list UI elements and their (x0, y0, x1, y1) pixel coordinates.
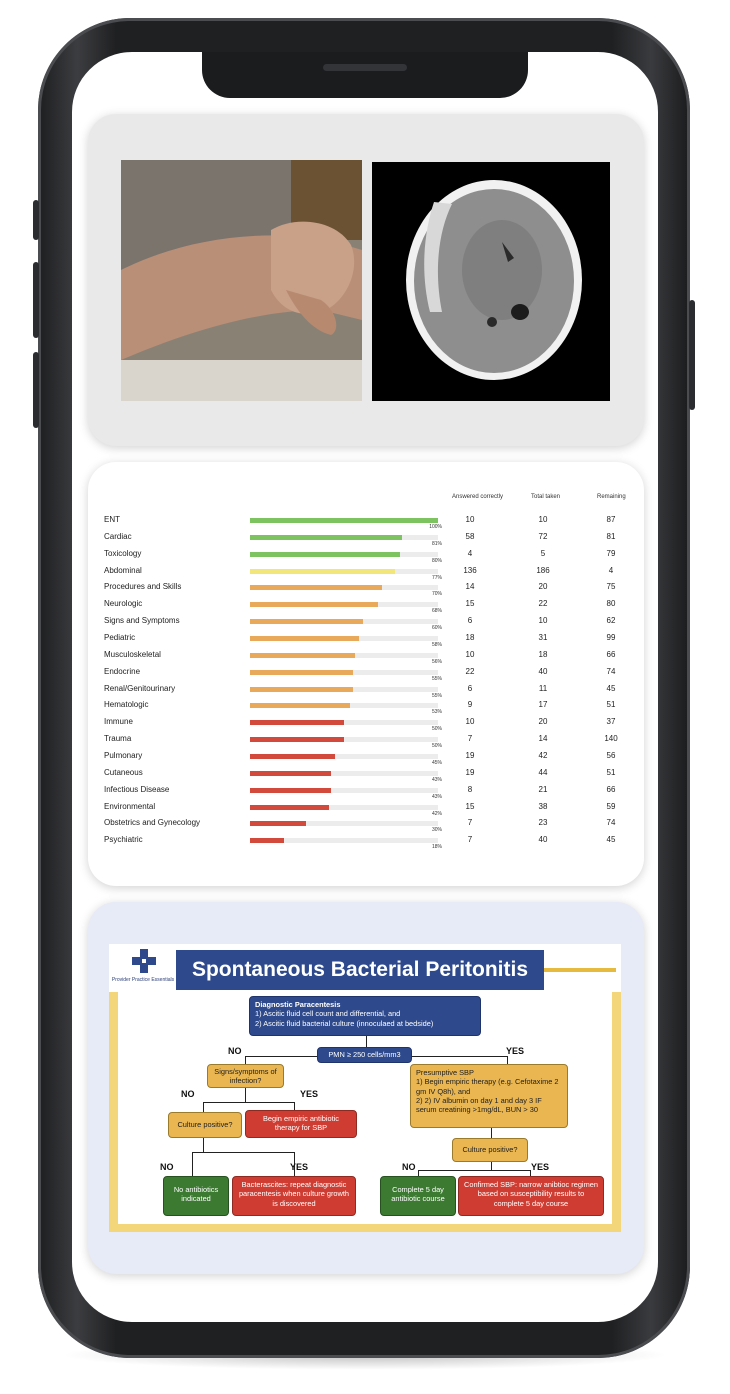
total-taken-value: 186 (536, 565, 550, 575)
connector (203, 1138, 204, 1152)
total-taken-value: 14 (538, 734, 548, 743)
remaining-value: 87 (606, 515, 616, 524)
percent-label: 56% (431, 658, 442, 665)
percent-label: 18% (431, 844, 442, 851)
medical-cross-icon (132, 949, 156, 973)
progress-track (250, 737, 438, 742)
percent-label: 43% (431, 793, 442, 800)
category-name: Hematologic (104, 700, 149, 710)
percent-label: 30% (431, 827, 442, 834)
remaining-value: 56 (606, 750, 616, 760)
progress-track (250, 670, 438, 675)
remaining-value: 45 (606, 683, 616, 693)
connector (203, 1102, 295, 1103)
answered-correctly-value: 7 (467, 734, 473, 743)
begin-empiric-box[interactable]: Begin empiric antibiotic therapy for SBP (245, 1110, 357, 1138)
stats-row[interactable] (104, 717, 624, 734)
stats-row[interactable] (104, 515, 624, 532)
complete-5day-box[interactable]: Complete 5 day antibiotic course (380, 1176, 456, 1216)
culture-right-yes-label: YES (531, 1162, 550, 1172)
answered-correctly-value: 10 (465, 515, 475, 524)
answered-correctly-value: 7 (467, 818, 473, 828)
answered-correctly-value: 58 (465, 531, 475, 541)
answered-correctly-value: 22 (465, 666, 475, 676)
header-answered-correctly: Answered correctly (452, 494, 504, 500)
progress-fill (250, 518, 438, 523)
percent-label: 68% (431, 608, 442, 615)
progress-fill (250, 670, 353, 675)
sbp-title: Spontaneous Bacterial Peritonitis (176, 950, 544, 990)
progress-track (250, 754, 438, 759)
total-taken-value: 18 (538, 649, 548, 659)
answered-correctly-value: 18 (465, 633, 475, 642)
percent-label: 50% (431, 743, 442, 749)
remaining-value: 37 (606, 717, 616, 727)
culture-right-no-label: NO (402, 1162, 416, 1172)
progress-track (250, 703, 438, 708)
no-antibiotics-box[interactable]: No antibiotics indicated (163, 1176, 229, 1216)
stats-row[interactable] (104, 532, 624, 549)
progress-track (250, 653, 438, 658)
power-button (689, 300, 695, 410)
culture-left-no-label: NO (160, 1162, 174, 1172)
pmn-no-label: NO (228, 1046, 242, 1056)
answered-correctly-value: 19 (465, 767, 475, 777)
answered-correctly-value: 4 (467, 548, 473, 558)
percent-label: 77% (431, 574, 442, 581)
progress-fill (250, 838, 284, 843)
culture-positive-right-box[interactable]: Culture positive? (452, 1138, 528, 1162)
progress-fill (250, 636, 359, 641)
remaining-value: 74 (606, 818, 616, 828)
answered-correctly-value: 6 (467, 616, 473, 626)
mute-switch (33, 200, 39, 240)
stats-row[interactable] (104, 835, 624, 852)
total-taken-value: 22 (538, 599, 548, 609)
total-taken-value: 20 (538, 582, 548, 592)
header-remaining: Remaining (597, 494, 626, 500)
category-name: Cutaneous (104, 767, 143, 777)
volume-up-button (33, 262, 39, 338)
total-taken-value: 38 (538, 801, 548, 811)
stats-row[interactable] (104, 802, 624, 819)
stats-row[interactable] (104, 566, 624, 583)
connector (192, 1152, 294, 1153)
connector (245, 1056, 317, 1057)
remaining-value: 45 (606, 835, 616, 845)
stats-row[interactable] (104, 650, 624, 667)
volume-down-button (33, 352, 39, 428)
category-name: Musculoskeletal (104, 649, 161, 659)
remaining-value: 62 (606, 616, 616, 626)
percent-label: 81% (431, 540, 442, 547)
answered-correctly-value: 15 (465, 801, 475, 811)
answered-correctly-value: 9 (467, 700, 473, 710)
pmn-box[interactable]: PMN ≥ 250 cells/mm3 (317, 1047, 412, 1063)
category-name: Immune (104, 717, 133, 727)
connector (245, 1088, 246, 1102)
category-name: Pulmonary (104, 750, 143, 760)
category-name: Environmental (104, 801, 156, 811)
remaining-value: 80 (606, 599, 616, 609)
total-taken-value: 5 (540, 548, 546, 558)
category-name: Trauma (104, 734, 132, 743)
percent-label: 50% (431, 726, 442, 733)
percent-label: 55% (431, 692, 442, 699)
percent-label: 42% (431, 810, 442, 817)
answered-correctly-value: 14 (465, 582, 475, 592)
connector (192, 1152, 193, 1176)
category-name: Endocrine (104, 666, 141, 676)
progress-fill (250, 585, 382, 590)
stats-row[interactable] (104, 582, 624, 599)
diag-title: Diagnostic Paracentesis (255, 1000, 341, 1009)
total-taken-value: 17 (538, 700, 548, 710)
presumptive-step-2: 2) 2) IV albumin on day 1 and day 3 IF serum creatining >1mg/dL, BUN > 30 (416, 1095, 542, 1114)
connector (491, 1128, 492, 1138)
remaining-value: 140 (604, 734, 618, 743)
category-name: Psychiatric (104, 835, 143, 845)
total-taken-value: 21 (538, 784, 548, 794)
progress-fill (250, 821, 306, 826)
ct-illustration (372, 162, 610, 401)
progress-fill (250, 687, 353, 692)
answered-correctly-value: 136 (463, 565, 477, 575)
percent-label: 70% (431, 591, 442, 598)
progress-track (250, 805, 438, 810)
percent-label: 45% (431, 759, 442, 766)
category-name: Abdominal (104, 565, 142, 575)
progress-fill (250, 771, 331, 776)
stats-row[interactable] (104, 734, 624, 751)
progress-track (250, 602, 438, 607)
answered-correctly-value: 19 (465, 750, 475, 760)
category-name: Cardiac (104, 531, 132, 541)
stats-row[interactable] (104, 599, 624, 616)
category-name: Infectious Disease (104, 784, 170, 794)
progress-fill (250, 737, 344, 742)
total-taken-value: 40 (538, 666, 548, 676)
signs-yes-label: YES (300, 1089, 319, 1099)
progress-fill (250, 703, 350, 708)
answered-correctly-value: 10 (465, 717, 475, 727)
diagnostic-paracentesis-box[interactable] (249, 996, 481, 1036)
percent-label: 55% (431, 675, 442, 682)
category-name: Obstetrics and Gynecology (104, 818, 201, 828)
remaining-value: 99 (606, 633, 616, 642)
stats-row[interactable] (104, 700, 624, 717)
signs-symptoms-box[interactable]: Signs/symptoms of infection? (207, 1064, 284, 1088)
answered-correctly-value: 6 (467, 683, 473, 693)
connector (245, 1056, 246, 1064)
presumptive-sbp-box[interactable] (410, 1064, 568, 1128)
total-taken-value: 31 (538, 633, 548, 642)
total-taken-value: 40 (538, 835, 548, 845)
total-taken-value: 20 (538, 717, 548, 727)
progress-track (250, 720, 438, 725)
progress-track (250, 585, 438, 590)
culture-left-yes-label: YES (290, 1162, 309, 1172)
progress-track (250, 838, 438, 843)
category-name: Procedures and Skills (104, 582, 182, 592)
total-taken-value: 11 (538, 683, 548, 693)
stats-row[interactable] (104, 684, 624, 701)
progress-fill (250, 720, 344, 725)
stats-row[interactable] (104, 768, 624, 785)
presumptive-title: Presumptive SBP (416, 1068, 474, 1077)
signs-no-label: NO (181, 1089, 195, 1099)
answered-correctly-value: 8 (467, 784, 473, 794)
total-taken-value: 42 (538, 750, 548, 760)
connector (507, 1056, 508, 1064)
arm-exam-photo[interactable] (121, 160, 362, 401)
progress-fill (250, 619, 363, 624)
remaining-value: 75 (606, 582, 616, 592)
remaining-value: 51 (606, 767, 616, 777)
remaining-value: 74 (606, 666, 616, 676)
progress-track (250, 552, 438, 557)
connector (418, 1170, 530, 1171)
progress-fill (250, 602, 378, 607)
answered-correctly-value: 10 (465, 649, 475, 659)
progress-fill (250, 754, 335, 759)
speaker-grille (323, 64, 407, 71)
remaining-value: 79 (606, 548, 616, 558)
logo-text: Provider Practice Essentials (111, 977, 175, 983)
remaining-value: 59 (606, 801, 616, 811)
pmn-yes-label: YES (506, 1046, 525, 1056)
progress-track (250, 569, 438, 574)
percent-label: 58% (431, 642, 442, 648)
total-taken-value: 72 (538, 531, 548, 541)
stats-row[interactable] (104, 751, 624, 768)
diag-step-1: 1) Ascitic fluid cell count and differential, and (255, 1009, 401, 1019)
bacterascites-box[interactable]: Bacterascites: repeat diagnostic paracentesis when culture growth is discovered (232, 1176, 356, 1216)
progress-track (250, 535, 438, 540)
percent-label: 53% (431, 709, 442, 716)
total-taken-value: 10 (538, 616, 548, 626)
answered-correctly-value: 7 (467, 835, 473, 845)
culture-positive-left-box[interactable]: Culture positive? (168, 1112, 242, 1138)
remaining-value: 66 (606, 649, 616, 659)
progress-fill (250, 805, 329, 810)
remaining-value: 4 (608, 565, 614, 575)
stats-row[interactable] (104, 616, 624, 633)
progress-track (250, 636, 438, 641)
category-name: Pediatric (104, 633, 136, 642)
category-name: Signs and Symptoms (104, 616, 180, 626)
category-name: Renal/Genitourinary (104, 683, 176, 693)
progress-track (250, 771, 438, 776)
arm-illustration (121, 160, 362, 401)
progress-track (250, 518, 438, 523)
remaining-value: 51 (606, 700, 616, 710)
progress-track (250, 619, 438, 624)
diag-step-2: 2) Ascitic fluid bacterial culture (innoculaed at bedside) (255, 1018, 434, 1028)
total-taken-value: 23 (538, 818, 548, 828)
connector (491, 1162, 492, 1170)
phone-notch (202, 52, 528, 98)
stats-row[interactable] (104, 633, 624, 650)
category-name: Toxicology (104, 548, 142, 558)
category-name: ENT (104, 515, 120, 524)
presumptive-step-1: 1) Begin empiric therapy (e.g. Cefotaxime 2 gm IV Q8h), and (416, 1077, 559, 1096)
category-name: Neurologic (104, 599, 143, 609)
connector (203, 1102, 204, 1112)
header-total-taken: Total taken (531, 494, 561, 500)
remaining-value: 66 (606, 784, 616, 794)
total-taken-value: 10 (538, 515, 548, 524)
progress-track (250, 687, 438, 692)
progress-fill (250, 569, 395, 574)
ct-head-scan[interactable] (372, 162, 610, 401)
percent-label: 60% (431, 625, 442, 632)
confirmed-sbp-box[interactable]: Confirmed SBP: narrow anibtioc regimen based on susceptibility results to complete 5 day course (458, 1176, 604, 1216)
stats-row[interactable] (104, 667, 624, 684)
progress-fill (250, 653, 355, 658)
progress-track (250, 821, 438, 826)
title-accent-line (544, 968, 616, 972)
percent-label: 100% (429, 524, 442, 530)
remaining-value: 81 (606, 531, 616, 541)
stats-row[interactable] (104, 785, 624, 802)
progress-fill (250, 535, 402, 540)
progress-track (250, 788, 438, 793)
percent-label: 43% (431, 776, 442, 783)
progress-fill (250, 552, 400, 557)
stats-row[interactable] (104, 818, 624, 835)
connector (412, 1056, 507, 1057)
percent-label: 80% (431, 557, 442, 564)
progress-fill (250, 788, 331, 793)
answered-correctly-value: 15 (465, 599, 475, 609)
stats-row[interactable] (104, 549, 624, 566)
total-taken-value: 44 (538, 767, 548, 777)
